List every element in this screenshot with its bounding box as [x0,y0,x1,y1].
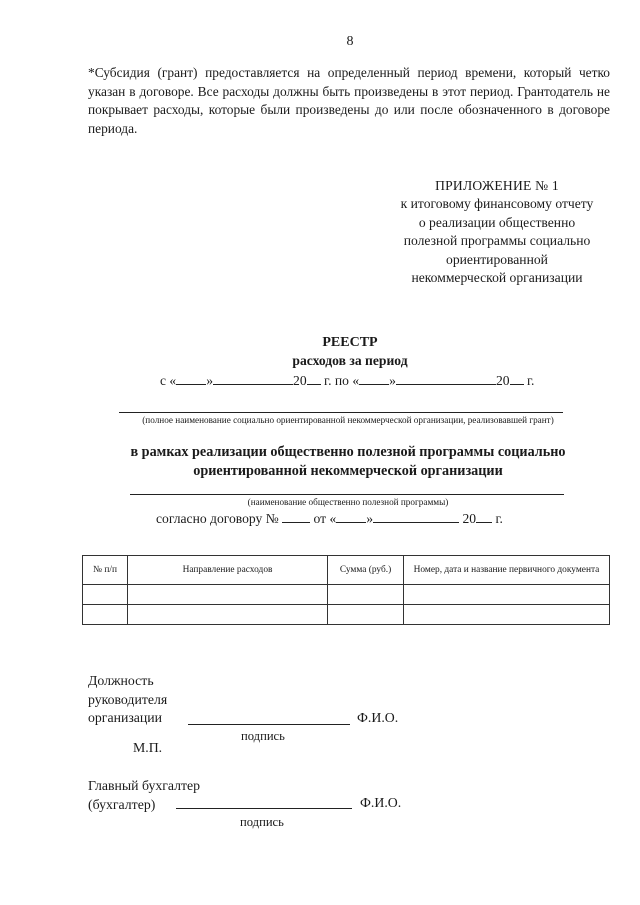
period-from-quote: » [206,373,214,388]
organization-caption: (полное наименование социально ориентированной некоммерческой организации, реализовавшей грант) [142,415,554,425]
contract-year-prefix: 20 [462,511,477,526]
table-cell[interactable] [83,605,128,625]
period-line [160,372,534,389]
table-cell[interactable] [328,605,404,625]
registry-subtitle: расходов за период [292,353,408,368]
director-fio: Ф.И.О. [357,710,399,725]
director-sign-caption: подпись [241,729,285,743]
appendix-title: ПРИЛОЖЕНИЕ № 1 [435,178,559,193]
period-year-prefix: 20 [293,373,307,388]
program-name-line[interactable] [130,494,564,495]
period-year-suffix: г. по « [324,373,360,388]
contract-line [156,510,503,527]
table-cell[interactable] [128,605,328,625]
expense-table [82,555,610,625]
table-row [83,585,610,605]
period-from-prefix: с « [160,373,177,388]
appendix-line: ориентированной [446,251,548,267]
appendix-line: полезной программы социально [403,233,591,249]
column-header: Номер, дата и название первичного документа [404,556,610,585]
accountant-line: (бухгалтер) [88,796,156,812]
director-line: Должность [88,673,154,688]
period-day-blank[interactable] [176,372,206,385]
program-caption: (наименование общественно полезной программы) [247,497,449,507]
contract-day-blank[interactable] [336,510,366,523]
period-month-blank[interactable] [213,372,293,385]
period-to-quote: » [389,373,396,388]
accountant-line: Главный бухгалтер [88,778,201,793]
appendix-line: о реализации общественно [418,214,576,230]
appendix-block [376,177,618,287]
period-to-day-blank[interactable] [359,372,389,385]
contract-number-blank[interactable] [282,510,310,523]
table-cell[interactable] [128,585,328,605]
accountant-sign-caption: подпись [240,815,284,829]
table-row [83,605,610,625]
column-header: № п/п [83,556,128,585]
period-to-year-prefix: 20 [495,373,510,388]
period-to-year-blank[interactable] [510,372,524,385]
table-cell[interactable] [328,585,404,605]
accountant-fio: Ф.И.О. [360,795,402,810]
contract-month-blank[interactable] [373,510,459,523]
subsidy-footnote: *Субсидия (грант) предоставляется на определенный период времени, который четко указан в договоре. Все расходы должны быть произведены в этот период. Грантодатель не покрывает расходы, которые были произведены до или после обозначенного в договоре периода. [88,65,610,136]
period-to-year-suffix: г. [526,373,535,388]
stamp-label: М.П. [133,740,163,755]
contract-from: от « [313,511,337,526]
director-position-label [88,672,167,728]
director-line: руководителя [88,691,168,707]
contract-prefix: согласно договору № [156,511,279,526]
appendix-line: к итоговому финансовому отчету [400,196,594,212]
director-line: организации [88,710,163,726]
table-header-row [83,556,610,585]
contract-quote: » [366,511,374,526]
table-cell[interactable] [404,585,610,605]
program-framework-heading: в рамках реализации общественно полезной программы социально ориентированной некоммерческой организации [130,444,566,479]
accountant-signature-line[interactable] [176,808,352,809]
registry-title: РЕЕСТР [322,335,378,350]
contract-year-suffix: г. [495,511,503,526]
column-header: Сумма (руб.) [328,556,404,585]
period-year-blank[interactable] [307,372,321,385]
director-signature-line[interactable] [188,724,350,725]
table-cell[interactable] [83,585,128,605]
organization-name-line[interactable] [119,412,563,413]
contract-year-blank[interactable] [476,510,492,523]
table-cell[interactable] [404,605,610,625]
period-to-month-blank[interactable] [396,372,496,385]
column-header: Направление расходов [128,556,328,585]
page-number: 8 [346,34,354,49]
appendix-line: некоммерческой организации [411,270,583,286]
